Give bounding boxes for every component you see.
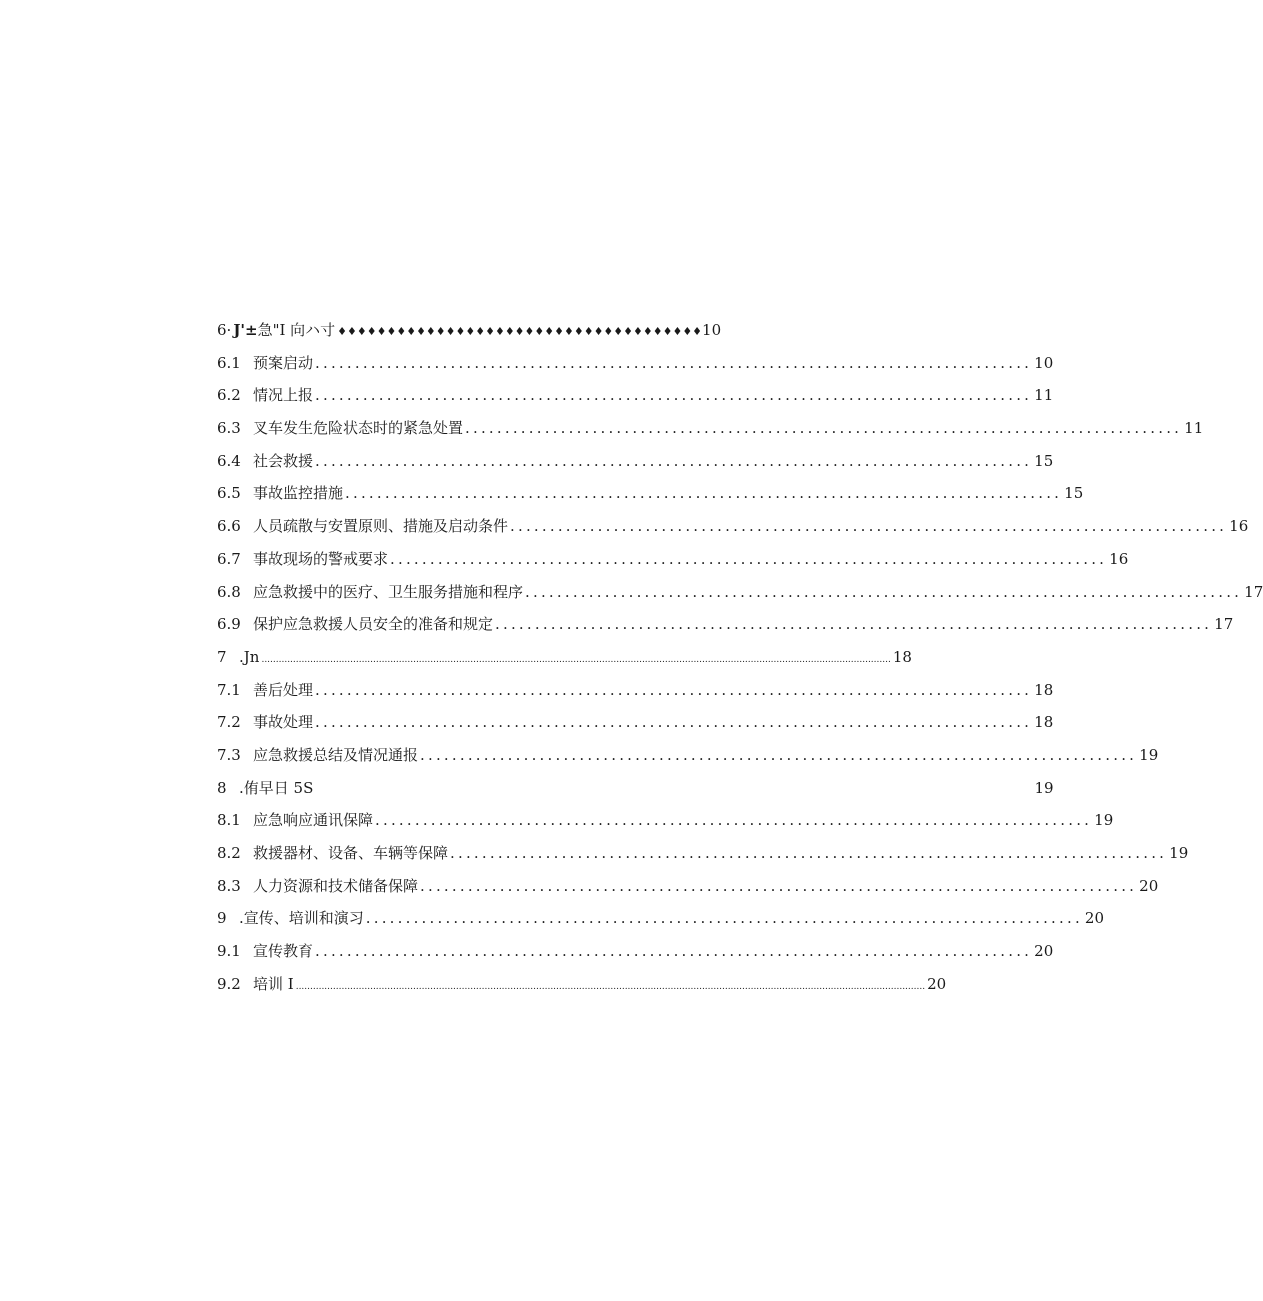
table-of-contents (217, 314, 1263, 1000)
toc-entry-number: 7.3 (217, 745, 241, 764)
toc-entry-page: 17 (1214, 615, 1234, 634)
toc-entry-number: 6.1 (217, 353, 241, 372)
toc-entry[interactable] (217, 674, 1054, 707)
toc-entry-title: 应急救援总结及情况通报 (253, 745, 419, 764)
toc-entry-number: 6.4 (217, 451, 241, 470)
toc-entry-page: 20 (927, 974, 947, 993)
toc-entry-number: 6.8 (217, 582, 241, 601)
toc-entry[interactable] (217, 870, 1159, 903)
toc-dot-leader: .......................................................................................... (465, 419, 1183, 438)
toc-dot-leader: .......................................................................................... (315, 713, 1033, 732)
toc-entry-title: 社会救援 (253, 451, 314, 470)
toc-dot-leader: .......................................................................................... (315, 451, 1033, 470)
toc-heading-page: 10 (702, 321, 722, 339)
toc-heading-row[interactable] (217, 314, 722, 347)
toc-entry-title: 事故现场的警戒要求 (253, 549, 389, 568)
toc-dot-leader: ............................................................................................................................................................................................................................ (295, 981, 926, 992)
toc-dot-leader: .......................................................................................... (420, 745, 1138, 764)
toc-entry-number: 7 (217, 647, 227, 666)
toc-entry[interactable] (217, 445, 1054, 478)
toc-entry-number: 7.2 (217, 713, 241, 732)
toc-entry-number: 6.6 (217, 517, 241, 536)
toc-heading-leader: ♦♦♦♦♦♦♦♦♦♦♦♦♦♦♦♦♦♦♦♦♦♦♦♦♦♦♦♦♦♦♦♦♦♦♦♦♦ (337, 325, 703, 338)
toc-entry-title: 宣传教育 (253, 942, 314, 961)
toc-entry[interactable] (217, 412, 1204, 445)
toc-entry-number: 9 (217, 909, 227, 928)
toc-entry[interactable] (217, 935, 1054, 968)
toc-entry-page: 19 (1169, 844, 1189, 862)
toc-entry-number: 8.2 (217, 844, 241, 862)
toc-entry-title: 预案启动 (253, 353, 314, 372)
toc-entry[interactable] (217, 641, 912, 674)
toc-entry-number: 6.9 (217, 615, 241, 634)
toc-entry-page: 15 (1034, 451, 1054, 470)
toc-entry-title: .侑早日 5S (239, 778, 314, 797)
toc-entry[interactable] (217, 772, 1054, 805)
toc-dot-leader: .......................................................................................... (525, 582, 1243, 601)
toc-entry-page: 18 (1034, 680, 1054, 699)
toc-entry[interactable] (217, 902, 1105, 935)
toc-entry-number: 8 (217, 778, 227, 797)
toc-entry-title: 人员疏散与安置原则、措施及启动条件 (253, 517, 509, 536)
toc-dot-leader: ............................................................................................................................................................................................................................ (261, 654, 891, 665)
toc-entry[interactable] (217, 543, 1129, 576)
toc-entry-number: 6.5 (217, 484, 241, 503)
toc-entry-title: .宣传、培训和演习 (239, 909, 364, 928)
toc-entry[interactable] (217, 379, 1054, 412)
toc-entry[interactable] (217, 739, 1159, 772)
toc-entry-title: 叉车发生危险状态时的紧急处置 (253, 419, 464, 438)
toc-entry-page: 16 (1109, 549, 1129, 568)
toc-dot-leader: .......................................................................................... (345, 484, 1063, 503)
toc-entry-page: 10 (1034, 353, 1054, 372)
toc-entry[interactable] (217, 968, 947, 1001)
toc-entry-page: 19 (1034, 778, 1054, 797)
toc-entry[interactable] (217, 347, 1054, 380)
toc-entry-page: 20 (1034, 942, 1054, 961)
toc-entry-page: 20 (1139, 876, 1159, 895)
toc-entry[interactable] (217, 510, 1249, 543)
toc-dot-leader: .......................................................................................... (315, 680, 1033, 699)
toc-entry-page: 11 (1034, 386, 1054, 405)
toc-entry[interactable] (217, 804, 1114, 837)
toc-entry[interactable] (217, 837, 1189, 870)
toc-entry-title: .Jn (239, 647, 260, 666)
toc-entry-number: 7.1 (217, 680, 241, 699)
toc-heading-number: 6· (217, 321, 232, 339)
toc-entry[interactable] (217, 706, 1054, 739)
toc-entry[interactable] (217, 608, 1234, 641)
toc-dot-leader: .......................................................................................... (315, 942, 1033, 961)
toc-entry-page: 15 (1064, 484, 1084, 503)
toc-entry-page: 19 (1139, 745, 1159, 764)
toc-entry[interactable] (217, 576, 1263, 609)
toc-heading-title: 急"I 向ハ寸 (257, 321, 336, 339)
toc-entry[interactable] (217, 477, 1084, 510)
toc-entry-title: 保护应急救援人员安全的准备和规定 (253, 615, 494, 634)
toc-entry-number: 9.1 (217, 942, 241, 961)
toc-entry-number: 9.2 (217, 974, 241, 993)
toc-dot-leader: .......................................................................................... (510, 517, 1228, 536)
toc-entry-number: 8.1 (217, 811, 241, 830)
toc-dot-leader: .......................................................................................... (450, 844, 1168, 862)
toc-entry-title: 人力资源和技术储备保障 (253, 876, 419, 895)
toc-entry-page: 18 (1034, 713, 1054, 732)
toc-dot-leader: .......................................................................................... (375, 811, 1093, 830)
toc-entry-title: 救援器材、设备、车辆等保障 (253, 844, 449, 862)
toc-entry-title: 培训 I (253, 974, 294, 993)
toc-heading-title-bold: J'± (233, 321, 258, 339)
toc-entry-title: 事故处理 (253, 713, 314, 732)
toc-entry-number: 6.2 (217, 386, 241, 405)
toc-entry-page: 18 (892, 647, 912, 666)
toc-entries (217, 347, 1263, 1001)
toc-entry-number: 6.7 (217, 549, 241, 568)
toc-entry-page: 11 (1184, 419, 1204, 438)
toc-entry-number: 8.3 (217, 876, 241, 895)
toc-dot-leader: .......................................................................................... (420, 876, 1138, 895)
toc-dot-leader: .......................................................................................... (495, 615, 1213, 634)
toc-dot-leader: .......................................................................................... (365, 909, 1083, 928)
toc-entry-page: 17 (1244, 582, 1263, 601)
toc-entry-title: 情况上报 (253, 386, 314, 405)
toc-entry-page: 20 (1084, 909, 1105, 928)
toc-entry-title: 应急响应通讯保障 (253, 811, 374, 830)
toc-dot-leader: .......................................................................................... (390, 549, 1108, 568)
toc-dot-leader: .......................................................................................... (315, 386, 1033, 405)
toc-entry-title: 善后处理 (253, 680, 314, 699)
toc-dot-leader: .......................................................................................... (315, 353, 1033, 372)
toc-entry-title: 事故监控措施 (253, 484, 344, 503)
toc-entry-page: 19 (1094, 811, 1114, 830)
toc-entry-page: 16 (1229, 517, 1249, 536)
toc-entry-title: 应急救援中的医疗、卫生服务措施和程序 (253, 582, 524, 601)
toc-entry-number: 6.3 (217, 419, 241, 438)
